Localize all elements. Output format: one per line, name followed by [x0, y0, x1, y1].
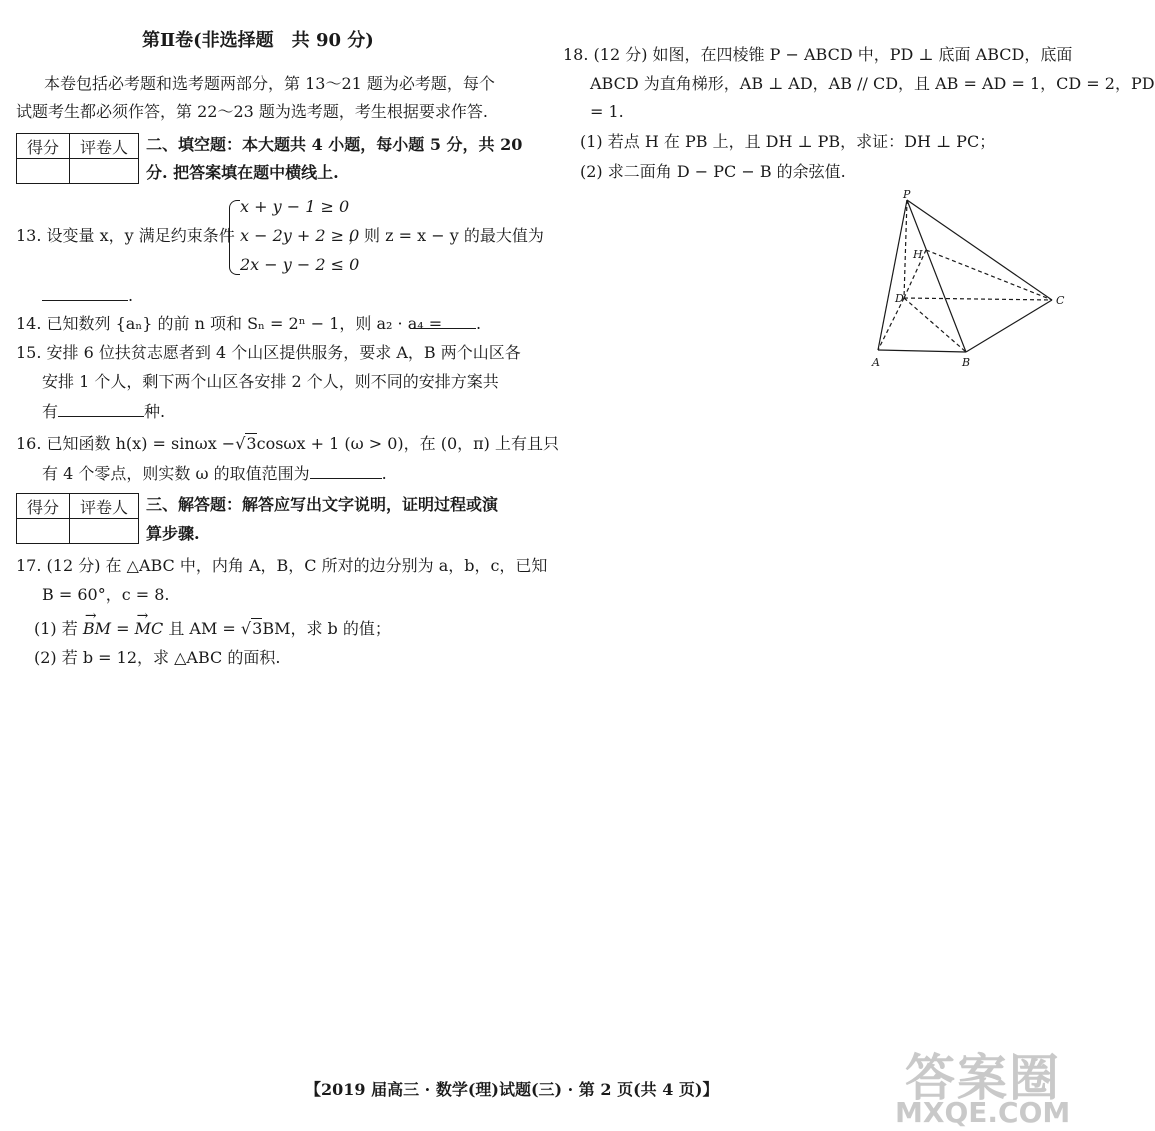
q18-line-2: ABCD 为直角梯形，AB ⊥ AD，AB // CD，且 AB = AD = 1，CD = 2，PD [590, 74, 1155, 93]
part2-heading-line-1: 二、填空题：本大题共 4 小题，每小题 5 分，共 20 [146, 135, 523, 154]
edge-da [878, 298, 904, 350]
q15-answer-line[interactable] [58, 415, 144, 417]
intro-line-2: 试题考生都必须作答，第 22～23 题为选考题，考生根据要求作答. [16, 102, 488, 121]
edge-ab [878, 350, 966, 352]
q13-constraint-3: 2x − y − 2 ≤ 0 [240, 255, 360, 274]
q15-line-3: 有 种. [42, 402, 166, 421]
q17-part-2: (2) 若 b = 12，求 △ABC 的面积. [34, 648, 281, 667]
q14-answer-line[interactable]: . [410, 316, 481, 332]
edge-db [904, 298, 966, 352]
q16-answer-line[interactable] [310, 477, 382, 479]
q13-prefix: 13. 设变量 x，y 满足约束条件 [16, 226, 235, 245]
q16-line-2: 有 4 个零点，则实数 ω 的取值范围为 . [42, 464, 387, 483]
part3-heading-line-1: 三、解答题：解答应写出文字说明，证明过程或演 [146, 495, 499, 514]
section-title: 第Ⅱ卷(非选择题 共 90 分) [142, 30, 374, 51]
q18-line-3: = 1. [590, 102, 624, 121]
watermark-logo: 答案圈 [905, 1049, 1061, 1107]
edge-dc [904, 298, 1052, 300]
label-p: P [903, 188, 911, 201]
q15-line-2: 安排 1 个人，剩下两个山区各安排 2 个人，则不同的安排方案共 [42, 372, 499, 391]
score-table-2 [16, 493, 139, 544]
q18-part-2: (2) 求二面角 D − PC − B 的余弦值. [580, 162, 846, 181]
q13-answer-line[interactable]: . [42, 288, 133, 304]
q13-suffix: ，则 z = x − y 的最大值为 [348, 226, 544, 245]
q17-part-1: (1) 若 → BM = → MC 且 AM = √3BM，求 b 的值； [34, 621, 391, 637]
score-label: 得分 [17, 494, 70, 519]
constraint-brace [229, 200, 240, 275]
q13-constraint-1: x + y − 1 ≥ 0 [240, 197, 350, 216]
score-table-1 [16, 133, 139, 184]
q18-line-1: 18. (12 分) 如图，在四棱锥 P − ABCD 中，PD ⊥ 底面 ABCD，底面 [563, 45, 1073, 64]
score-cell[interactable] [17, 159, 70, 184]
part3-heading-line-2: 算步骤. [146, 524, 200, 543]
edge-pa [878, 200, 907, 350]
label-b: B [962, 356, 971, 369]
score-cell[interactable] [17, 519, 70, 544]
page-footer: 【2019 届高三 · 数学(理)试题(三) · 第 2 页(共 4 页)】 [305, 1080, 719, 1099]
edge-bc [966, 300, 1052, 352]
q18-part-1: (1) 若点 H 在 PB 上，且 DH ⊥ PB，求证：DH ⊥ PC； [580, 132, 996, 151]
label-a: A [872, 356, 880, 369]
pyramid-figure [860, 186, 1075, 372]
part2-heading-line-2: 分. 把答案填在题中横线上. [146, 163, 339, 182]
intro-line-1: 本卷包括必考题和选考题两部分，第 13～21 题为必考题，每个 [44, 74, 495, 93]
watermark-url: MXQE.COM [895, 1096, 1071, 1129]
q14-prefix: 14. 已知数列 {aₙ} 的前 n 项和 Sₙ = 2ⁿ − 1，则 a₂ · a₄ = [16, 314, 443, 333]
edge-pc [907, 200, 1052, 300]
q16-line-1: 16. 已知函数 h(x) = sinωx −√3cosωx + 1 (ω > 0)，在 (0，π) 上有且只 [16, 434, 559, 453]
grader-label: 评卷人 [70, 494, 139, 519]
label-c: C [1056, 294, 1065, 307]
grader-cell[interactable] [70, 519, 139, 544]
q15-line-1: 15. 安排 6 位扶贫志愿者到 4 个山区提供服务，要求 A，B 两个山区各 [16, 343, 521, 362]
label-d: D [895, 292, 904, 305]
label-h: H [913, 248, 923, 261]
edge-pb [907, 200, 966, 352]
grader-label: 评卷人 [70, 134, 139, 159]
q17-line-2: B = 60°，c = 8. [42, 585, 170, 604]
q13-constraint-2: x − 2y + 2 ≥ 0 [240, 226, 360, 245]
q17-line-1: 17. (12 分) 在 △ABC 中，内角 A，B，C 所对的边分别为 a，b，c，已知 [16, 556, 548, 575]
segment-hc [926, 250, 1052, 300]
score-label: 得分 [17, 134, 70, 159]
grader-cell[interactable] [70, 159, 139, 184]
